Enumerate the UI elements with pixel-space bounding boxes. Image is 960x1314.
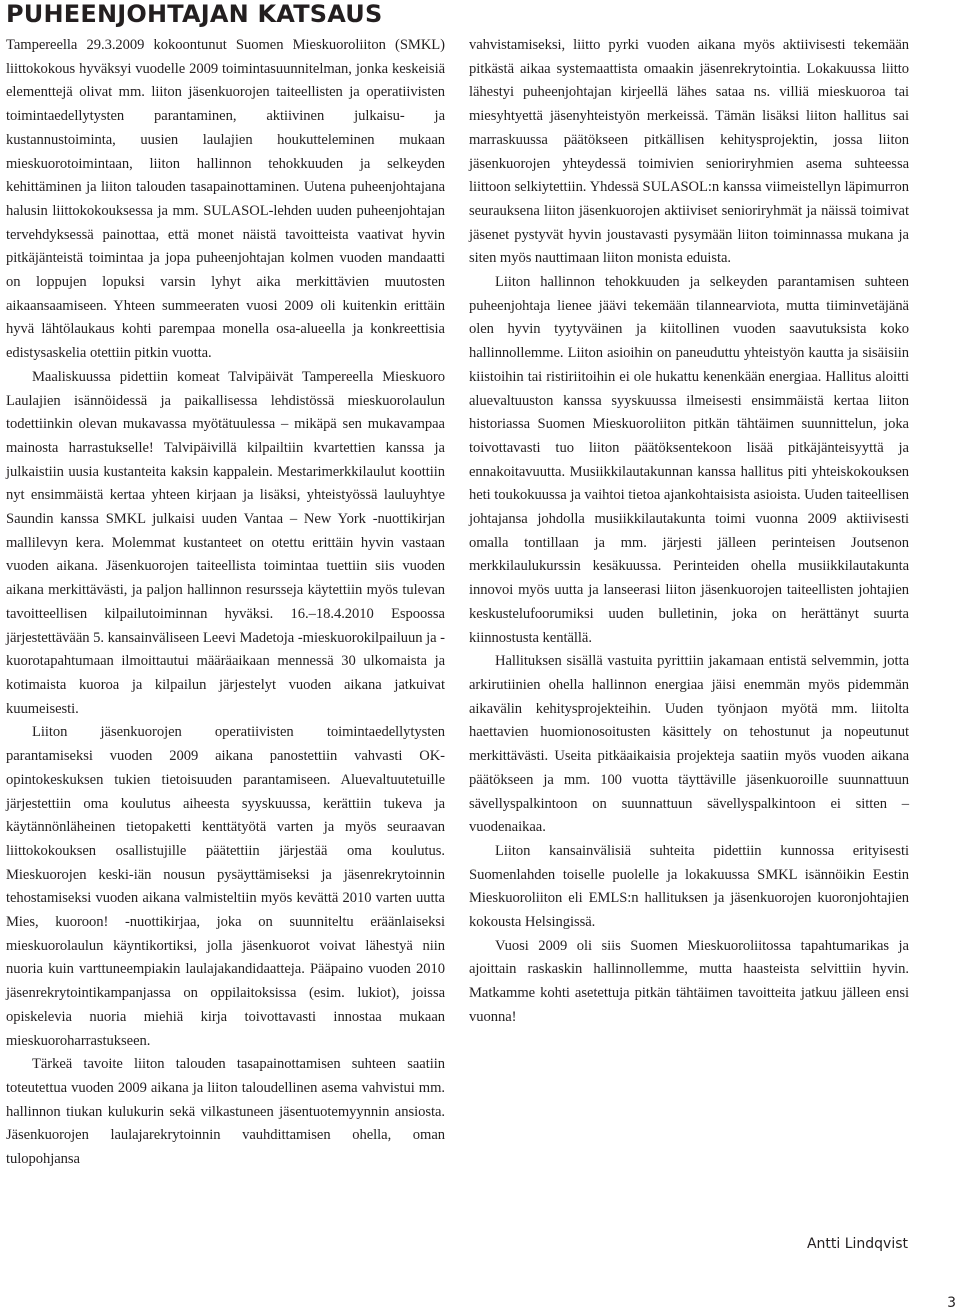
paragraph: Liiton kansainvälisiä suhteita pidettiin kunnossa erityisesti Suomenlahden toiselle puolelle ja lokakuussa SMKL isännöikin Eestin Mieskuoroliiton eli EMLS:n hallituksen ja jäsenkuorojen kuoronjohtajien kokousta Helsingissä. bbox=[469, 842, 909, 931]
right-column bbox=[469, 34, 909, 1030]
page-title: PUHEENJOHTAJAN KATSAUS bbox=[6, 0, 383, 28]
author-signature: Antti Lindqvist bbox=[806, 1236, 908, 1252]
paragraph: Tärkeä tavoite liiton talouden tasapainottamisen suhteen saatiin toteutettua vuoden 2009 aikana ja liiton taloudellinen asema vahvistui mm. hallinnon tiukan kulukurin sekä vilkastuneen jäsentuotemyynnin ansiosta. Jäsenkuorojen laulajarekrytoinnin vauhdittamisen ohella, oman tulopohjansa bbox=[6, 1056, 445, 1168]
page-number: 3 bbox=[947, 1295, 956, 1311]
left-column bbox=[6, 34, 445, 1172]
paragraph: Tampereella 29.3.2009 kokoontunut Suomen Mieskuoroliiton (SMKL) liittokokous hyväksyi vuodelle 2009 toimintasuunnitelman, jonka keskeisiä elementtejä olivat mm. liiton jäsenkuorojen taiteellisten ja operatiivisten toimintaedellytysten parantaminen, aktiivinen julkaisu- ja kustannustoiminta, uusien laulajien houkutteleminen mukaan mieskuorotoimintaan, liiton hallinnon tehokkuuden ja selkeyden kehittäminen ja liiton talouden tasapainottaminen. Uutena puheenjohtajana halusin liittokokouksessa ja mm. SULASOL-lehden uuden puheenjohtajan tervehdyksessä painottaa, että monet näistä tavoitteista vaativat hyvin pitkäjänteistä toimintaa ja jopa puheenjohtajan kolmen vuoden mandaatti on loppujen lopuksi varsin lyhyt aika merkittävien muutosten aikaansaamiseen. Yhteen summeeraten vuosi 2009 oli kuitenkin erittäin hyvä lähtölaukaus kohti parempaa monella osa-alueella ja konkreettisia edistysaskelia otettiin pitkin vuotta. bbox=[6, 37, 445, 362]
paragraph: Liiton hallinnon tehokkuuden ja selkeyden parantamisen suhteen puheenjohtaja lienee jäävi tekemään tilannearviota, mutta tiiminvetäjänä olen hyvin tyytyväinen ja kiitollinen vuoden saavutuksista koko hallinnollemme. Liiton asioihin on paneuduttu yhteistyön kautta ja sisäisiin kiistoihin tai ristiriitoihin ei ole hukattu kenenkään energiaa. Hallitus aloitti aluevaltuuston kanssa syyskuussa ilmeisesti ensimmäistä kertaa liiton historiassa Suomen Mieskuoroliiton pitkän tähtäimen suunnittelun, joka toivottavasti tuo liiton päätöksentekoon lisää pitkäjänteisyyttä ja ennakoitavuutta. Musiikkilautakunnan kanssa hallitus piti yhteiskokouksen heti toukokuussa ja vaihtoi tietoa ajankohtaisista asioista. Uuden taiteellisen johtajansa johdolla musiikkilautakunta toimi vuonna 2009 aktiivisesti omalla tontillaan ja mm. järjesti jälleen perinteisen Joutsenon merkkilaulukurssin kesäkuussa. Perinteiden ohella musiikkilautakunta innovoi myös uutta ja lanseerasi liiton jäsenkuorojen taiteellisten johtajien keskustelufoorumiksi uuden bulletinin, joka on herättänyt suurta kiinnostusta kentällä. bbox=[469, 274, 909, 646]
paragraph: vahvistamiseksi, liitto pyrki vuoden aikana myös aktiivisesti tekemään pitkästä aikaa systemaattista omaakin jäsenrekrytointia. Lokakuussa liitto lähestyi puheenjohtajan kirjeellä lähes sataa ns. villiä mieskuoroa tai miesyhtyettä jäsenyhteistyön merkeissä. Tämän lisäksi liiton hallitus sai marraskuussa päätökseen pitkällisen kehitysprojektin, jossa liiton jäsenkuorojen yhteydessä toimivien senioriryhmien asema suhteessa liittoon selkiytettiin. Yhdessä SULASOL:n kanssa viimeistellyn läpimurron seurauksena liiton jäsenkuorojen aktiiviset senioriryhmät ja näissä toimivat jäsenet pystyvät hyvin joustavasti pysymään liiton toiminnassa mukana ja siten myös nauttimaan liiton monista eduista. bbox=[469, 37, 909, 267]
paragraph: Vuosi 2009 oli siis Suomen Mieskuoroliitossa tapahtumarikas ja ajoittain raskaskin hallinnollemme, mutta haasteista selvittiin hyvin. Matkamme kohti asetettuja pitkän tähtäimen tavoitteita jatkuu jälleen ensi vuonna! bbox=[469, 937, 909, 1025]
paragraph: Maaliskuussa pidettiin komeat Talvipäivät Tampereella Mieskuoro Laulajien isännöidessä ja paikallisessa lehdistössä mieskuorolaulun todettiinkin olevan mukavassa myötätuulessa – mikäpä sen mukavampaa mainosta harrastukselle! Talvipäivillä kilpailtiin kvartettien kanssa ja julkaistiin uusia kustanteita kaksin kappalein. Mestarimerkkilaulut koottiin nyt ensimmäistä kertaa yhteen kirjaan ja lisäksi, yhteistyössä lauluyhtye Saundin kanssa SMKL julkaisi uuden Vantaa – New York -nuottikirjan mallilevyn kera. Molemmat kustanteet on otettu erittäin hyvin vastaan vuoden aikana. Jäsenkuorojen taiteellista toimintaa tuettiin siis vuoden aikana merkittävästi, ja paljon hallinnon resursseja käytettiin myös tulevan tavoitteellisen kilpailutoiminnan hyväksi. 16.–18.4.2010 Espoossa järjestettävään 5. kansainväliseen Leevi Madetoja -mieskuorokilpailuun ja -kuorotapahtumaan ilmoittautui määräaikaan mennessä 30 ulkomaista ja kotimaista kuoroa ja kilpailun järjestelyt vuoden aikana jatkuivat kuumeisesti. bbox=[6, 368, 445, 717]
paragraph: Liiton jäsenkuorojen operatiivisten toimintaedellytysten parantamiseksi vuoden 2009 aikana panostettiin vahvasti OK-opintokeskuksen tukien tietoisuuden parantamiseen. Aluevaltuutetuille järjestettiin oma koulutus aiheesta syyskuussa, kerättiin tukeva ja käytännönläheinen tietopaketti kenttätyötä varten ja myös seuraavan liittokokouksen osallistujille päätettiin järjestää oma koulutus. Mieskuorojen keski-iän nousun pysäyttämiseksi ja jäsenrekrytoinnin tehostamiseksi vuoden aikana valmisteltiin myös kevättä 2010 varten uutta Mies, kuoroon! -nuottikirjaa, joka on suunniteltu eräänlaiseksi mieskuorolaulun käyntikortiksi, jolla jäsenkuorot voivat lähestyä niin nuoria kuin varttuneempiakin laulajakandidaatteja. Pääpaino vuoden 2010 jäsenrekrytointikampanjassa on oppilaitoksissa (esim. lukiot), joissa opiskelevia nuoria miehiä kirja toivottavasti innostaa mukaan mieskuoroharrastukseen. bbox=[6, 724, 445, 1049]
paragraph: Hallituksen sisällä vastuita pyrittiin jakamaan entistä selvemmin, jotta arkirutiinien ohella hallinnon energiaa jäisi enemmän myös pidemmän aikavälin kehitysprojekteihin. Uuden työnjaon myötä mm. liitolta haettavien huomionosoitusten käsittely on tehostunut ja nopeutunut merkittävästi. Useita pitkäaikaisia projekteja saatiin myös vuoden aikana päätökseen ja mm. 100 vuotta täyttäville jäsenkuoroille suunnattuun sävellyspalkintoon on suunnattuun sävellyspalkintoon ei sitten – vuodenaikaa. bbox=[469, 653, 909, 836]
